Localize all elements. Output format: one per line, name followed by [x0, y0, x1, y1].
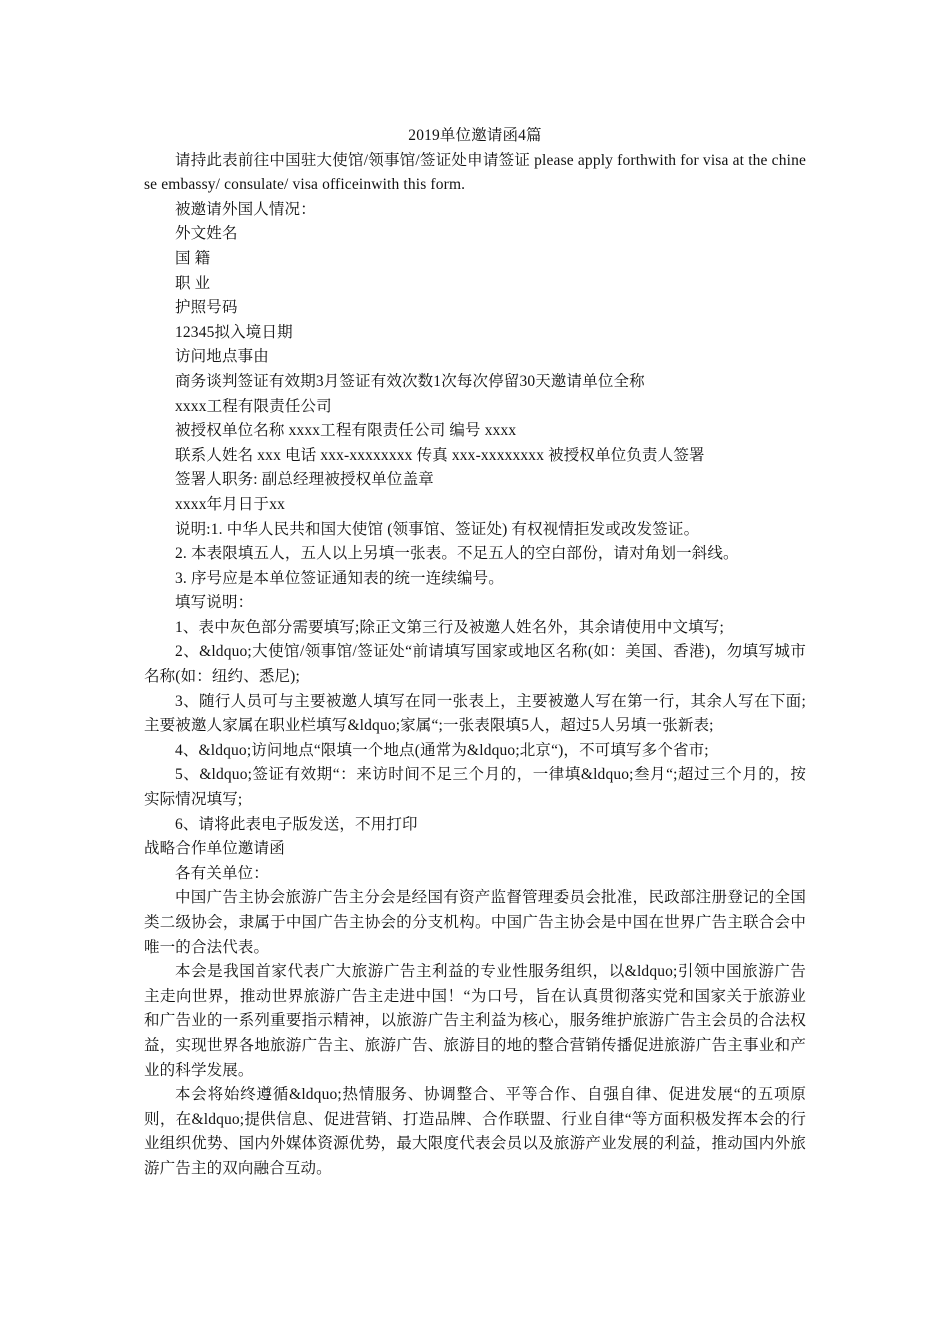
fill-instruction-3: 3、随行人员可与主要被邀人填写在同一张表上，主要被邀人写在第一行，其余人写在下面;主要被邀人家属在职业栏填写&ldquo;家属“;一张表限填5人，超过5人另填一张新表;: [144, 692, 806, 735]
field-passport-number: 护照号码: [175, 299, 238, 317]
fill-instruction-1: 1、表中灰色部分需要填写;除正文第三行及被邀人姓名外，其余请使用中文填写;: [175, 618, 724, 636]
fill-instructions-heading: 填写说明：: [175, 594, 254, 612]
body-paragraph-1: 中国广告主协会旅游广告主分会是经国有资产监督管理委员会批准，民政部注册登记的全国类二级协会，隶属于中国广告主协会的分支机构。中国广告主协会是中国在世界广告主联合会中唯一的合法代表。: [144, 889, 806, 956]
salutation: 各有关单位：: [175, 864, 269, 882]
section-heading-strategic-invitation: 战略合作单位邀请函: [144, 840, 285, 858]
note-3: 3. 序号应是本单位签证通知表的统一连续编号。: [175, 569, 504, 587]
document-page: [144, 124, 806, 1182]
paragraph-invitee-info-heading: 被邀请外国人情况：: [175, 200, 316, 218]
body-paragraph-3: 本会将始终遵循&ldquo;热情服务、协调整合、平等合作、自强自律、促进发展“的五项原则，在&ldquo;提供信息、促进营销、打造品牌、合作联盟、行业自律“等方面积极发挥本会的行业组织优势、国内外媒体资源优势，最大限度代表会员以及旅游产业发展的利益，推动国内外旅游广告主的双向融合互动。: [144, 1086, 806, 1177]
field-authorized-unit: 被授权单位名称 xxxx工程有限责任公司 编号 xxxx: [175, 422, 517, 440]
field-signer-title: 签署人职务: 副总经理被授权单位盖章: [175, 471, 434, 489]
field-date-place: xxxx年月日于xx: [175, 495, 286, 513]
field-contact-info: 联系人姓名 xxx 电话 xxx-xxxxxxxx 传真 xxx-xxxxxxxx 被授权单位负责人签署: [175, 446, 705, 464]
field-entry-date: 12345拟入境日期: [175, 323, 293, 341]
fill-instruction-5: 5、&ldquo;签证有效期“：来访时间不足三个月的，一律填&ldquo;叁月“;超过三个月的，按实际情况填写;: [144, 766, 806, 809]
field-nationality: 国 籍: [175, 249, 211, 267]
field-foreign-name: 外文姓名: [175, 225, 238, 243]
field-occupation: 职 业: [175, 274, 211, 292]
paragraph-visa-instruction: 请持此表前往中国驻大使馆/领事馆/签证处申请签证 please apply forthwith for visa at the chinese embassy/ consulate/ visa officeinwith this form.: [144, 151, 806, 194]
document-title: 2019单位邀请函4篇: [408, 127, 542, 144]
fill-instruction-4: 4、&ldquo;访问地点“限填一个地点(通常为&ldquo;北京“)，不可填写多个省市;: [175, 741, 709, 759]
field-company-name: xxxx工程有限责任公司: [175, 397, 332, 415]
fill-instruction-6: 6、请将此表电子版发送，不用打印: [175, 815, 418, 833]
note-2: 2. 本表限填五人，五人以上另填一张表。不足五人的空白部份，请对角划一斜线。: [175, 545, 739, 563]
field-business-visa-details: 商务谈判签证有效期3月签证有效次数1次每次停留30天邀请单位全称: [175, 372, 645, 390]
field-visit-location-purpose: 访问地点事由: [175, 348, 269, 366]
fill-instruction-2: 2、&ldquo;大使馆/领事馆/签证处“前请填写国家或地区名称(如：美国、香港)，勿填写城市名称(如：纽约、悉尼);: [144, 643, 806, 686]
note-1: 说明:1. 中华人民共和国大使馆 (领事馆、签证处) 有权视情拒发或改发签证。: [175, 520, 700, 538]
body-paragraph-2: 本会是我国首家代表广大旅游广告主利益的专业性服务组织，以&ldquo;引领中国旅游广告主走向世界，推动世界旅游广告主走进中国！“为口号，旨在认真贯彻落实党和国家关于旅游业和广告业的一系列重要指示精神，以旅游广告主利益为核心，服务维护旅游广告主会员的合法权益，实现世界各地旅游广告主、旅游广告、旅游目的地的整合营销传播促进旅游广告主事业和产业的科学发展。: [144, 963, 806, 1079]
